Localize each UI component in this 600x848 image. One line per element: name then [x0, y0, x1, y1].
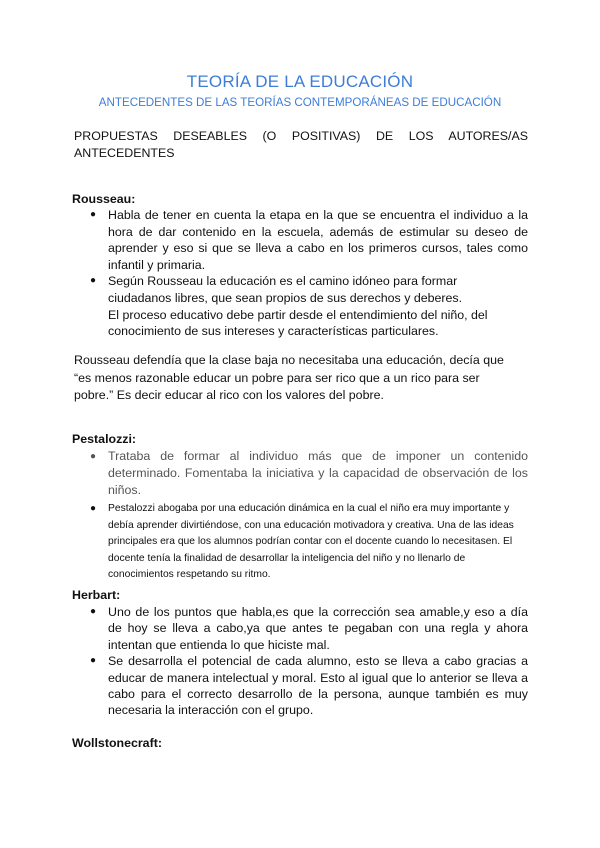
list-item — [90, 604, 528, 653]
pestalozzi-bullet-list — [90, 448, 528, 584]
list-item-continuation: El proceso educativo debe partir desde el entendimiento del niño, del conocimiento de sus intereses y características particulares. — [108, 307, 488, 339]
list-item-text: Según Rousseau la educación es el camino idóneo para formar ciudadanos libres, que sean propios de sus derechos y deberes. — [108, 274, 463, 305]
intro-line-2: ANTECEDENTES — [74, 146, 175, 160]
herbart-bullet-list — [90, 604, 528, 719]
rousseau-bullet-list — [90, 207, 528, 340]
list-item — [90, 273, 518, 339]
intro-heading — [74, 128, 528, 162]
list-item-text: Habla de tener en cuenta la etapa en la que se encuentra el individuo a la hora de dar contenido en la escuela, además de estimular su deseo de aprender y eso si que se lleva a cabo en los primeros cursos, tales como infantil y primaria. — [108, 208, 528, 272]
bullet-icon: ● — [90, 451, 97, 462]
list-item — [90, 207, 528, 273]
list-item-text: Se desarrolla el potencial de cada alumno, esto se lleva a cabo gracias a educar de manera intelectual y moral. Esto al igual que lo anterior se lleva a cabo para el correcto desarrollo de la persona, aunque también es muy necesaria la interacción con el grupo. — [108, 654, 528, 718]
list-item-text: Trataba de formar al individuo más que de imponer un contenido determinado. Fomentaba la iniciativa y la capacidad de observación de los niños. — [108, 449, 528, 497]
list-item-text: Pestalozzi abogaba por una educación dinámica en la cual el niño era muy importante y debía aprender divirtiéndose, con una educación motivadora y creativa. Una de las ideas principales era que los alumnos podrían contar con el docente cuando lo necesitasen. El docente tenía la finalidad de desarrollar la inteligencia del niño y no llenarlo de conocimientos respetando su ritmo. — [108, 503, 514, 580]
section-heading-herbart: Herbart: — [72, 588, 121, 602]
list-item — [90, 448, 528, 499]
section-heading-rousseau: Rousseau: — [72, 192, 136, 206]
list-item — [90, 501, 522, 584]
list-item-text: Uno de los puntos que habla,es que la corrección sea amable,y eso a día de hoy se lleva a cabo,ya que antes te pegaban con una regla y ahora intentan que entienda lo que hiciste mal. — [108, 605, 528, 652]
bullet-icon: ● — [90, 275, 97, 287]
list-item — [90, 653, 528, 719]
bullet-icon: ● — [90, 503, 97, 514]
document-title: TEORÍA DE LA EDUCACIÓN — [186, 72, 414, 91]
bullet-icon: ● — [90, 655, 97, 667]
section-heading-pestalozzi: Pestalozzi: — [72, 432, 137, 446]
bullet-icon: ● — [90, 209, 97, 220]
bullet-icon: ● — [90, 606, 97, 617]
section-heading-wollstonecraft: Wollstonecraft: — [72, 736, 162, 750]
document-subtitle: ANTECEDENTES DE LAS TEORÍAS CONTEMPORÁNEAS DE EDUCACIÓN — [98, 96, 502, 109]
intro-line-1: PROPUESTAS DESEABLES (O POSITIVAS) DE LOS AUTORES/AS — [74, 129, 528, 143]
rousseau-paragraph: Rousseau defendía que la clase baja no necesitaba una educación, decía que “es menos razonable educar un pobre para ser rico que a un rico para ser pobre.” Es decir educar al rico con los valores del pobre. — [74, 353, 504, 402]
